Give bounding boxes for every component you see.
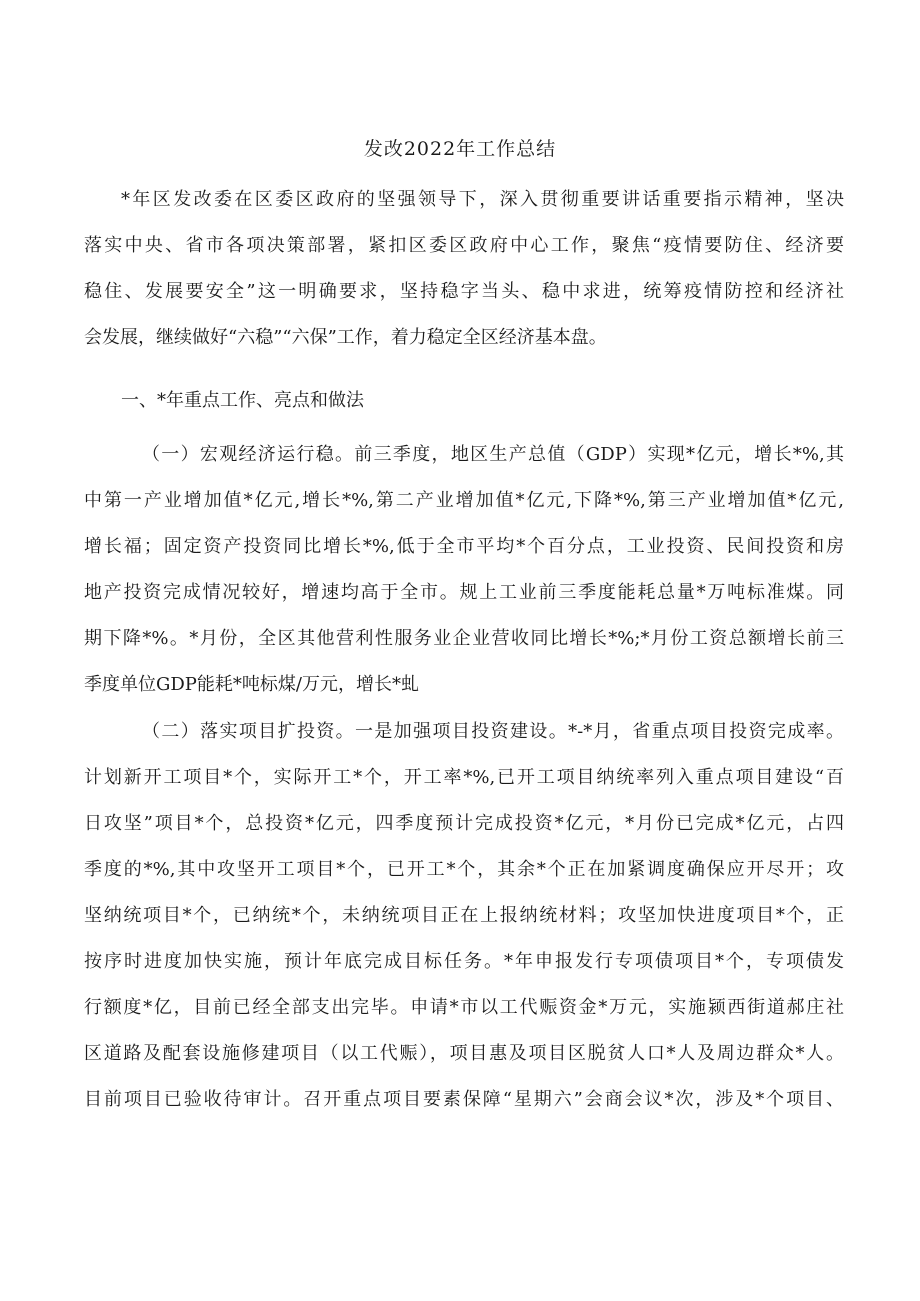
paragraph-line: 落实中央、省市各项决策部署，紧扣区委区政府中心工作，聚焦“疫情要防住、经济要 xyxy=(84,235,844,256)
project-investment-paragraph xyxy=(84,717,844,1114)
paragraph-line: 期下降*%。*月份，全区其他营利性服务业企业营收同比增长*%;*月份工资总额增长前三 xyxy=(84,628,844,649)
paragraph-line: *年区发改委在区委区政府的坚强领导下，深入贯彻重要讲话重要指示精神，坚决 xyxy=(121,189,844,210)
section-heading-text: 一、*年重点工作、亮点和做法 xyxy=(121,390,364,411)
intro-paragraph xyxy=(84,185,844,352)
paragraph-line: （一）宏观经济运行稳。前三季度，地区生产总值（GDP）实现*亿元，增长*%,其 xyxy=(142,444,844,465)
paragraph-line: 行额度*亿，目前已经全部支出完毕。申请*市以工代赈资金*万元，实施颍西街道郝庄社 xyxy=(84,997,844,1018)
macro-economy-paragraph xyxy=(84,440,844,699)
paragraph-line: 中第一产业增加值*亿元,增长*%,第二产业增加值*亿元,下降*%,第三产业增加值*亿元, xyxy=(84,490,844,511)
paragraph-line: 地产投资完成情况较好，增速均高于全市。规上工业前三季度能耗总量*万吨标准煤。同 xyxy=(84,582,844,603)
paragraph-line: 坚纳统项目*个，已纳统*个，未纳统项目正在上报纳统材料；攻坚加快进度项目*个，正 xyxy=(84,905,844,926)
paragraph-line: 季度单位GDP能耗*吨标煤/万元，增长*虬 xyxy=(84,674,419,695)
paragraph-line: （二）落实项目扩投资。一是加强项目投资建设。*-*月，省重点项目投资完成率。 xyxy=(142,721,844,742)
paragraph-line: 增长福；固定资产投资同比增长*%,低于全市平均*个百分点，工业投资、民间投资和房 xyxy=(84,536,844,557)
paragraph-line: 会发展，继续做好“六稳”“六保”工作，着力稳定全区经济基本盘。 xyxy=(84,327,607,348)
paragraph-line: 计划新开工项目*个，实际开工*个，开工率*%,已开工项目纳统率列入重点项目建设“百 xyxy=(84,767,844,788)
paragraph-line: 按序时进度加快实施，预计年底完成目标任务。*年申报发行专项债项目*个，专项债发 xyxy=(84,951,844,972)
paragraph-line: 区道路及配套设施修建项目（以工代赈），项目惠及项目区脱贫人口*人及周边群众*人。 xyxy=(84,1043,844,1064)
paragraph-line: 季度的*%,其中攻坚开工项目*个，已开工*个，其余*个正在加紧调度确保应开尽开；攻 xyxy=(84,859,844,880)
document-title: 发改2022年工作总结 xyxy=(363,138,557,160)
section-heading xyxy=(84,386,844,415)
paragraph-line: 日攻坚”项目*个，总投资*亿元，四季度预计完成投资*亿元，*月份已完成*亿元，占四 xyxy=(84,813,844,834)
paragraph-line: 目前项目已验收待审计。召开重点项目要素保障“星期六”会商会议*次，涉及*个项目、 xyxy=(84,1089,844,1110)
paragraph-line: 稳住、发展要安全”这一明确要求，坚持稳字当头、稳中求进，统筹疫情防控和经济社 xyxy=(84,281,844,302)
